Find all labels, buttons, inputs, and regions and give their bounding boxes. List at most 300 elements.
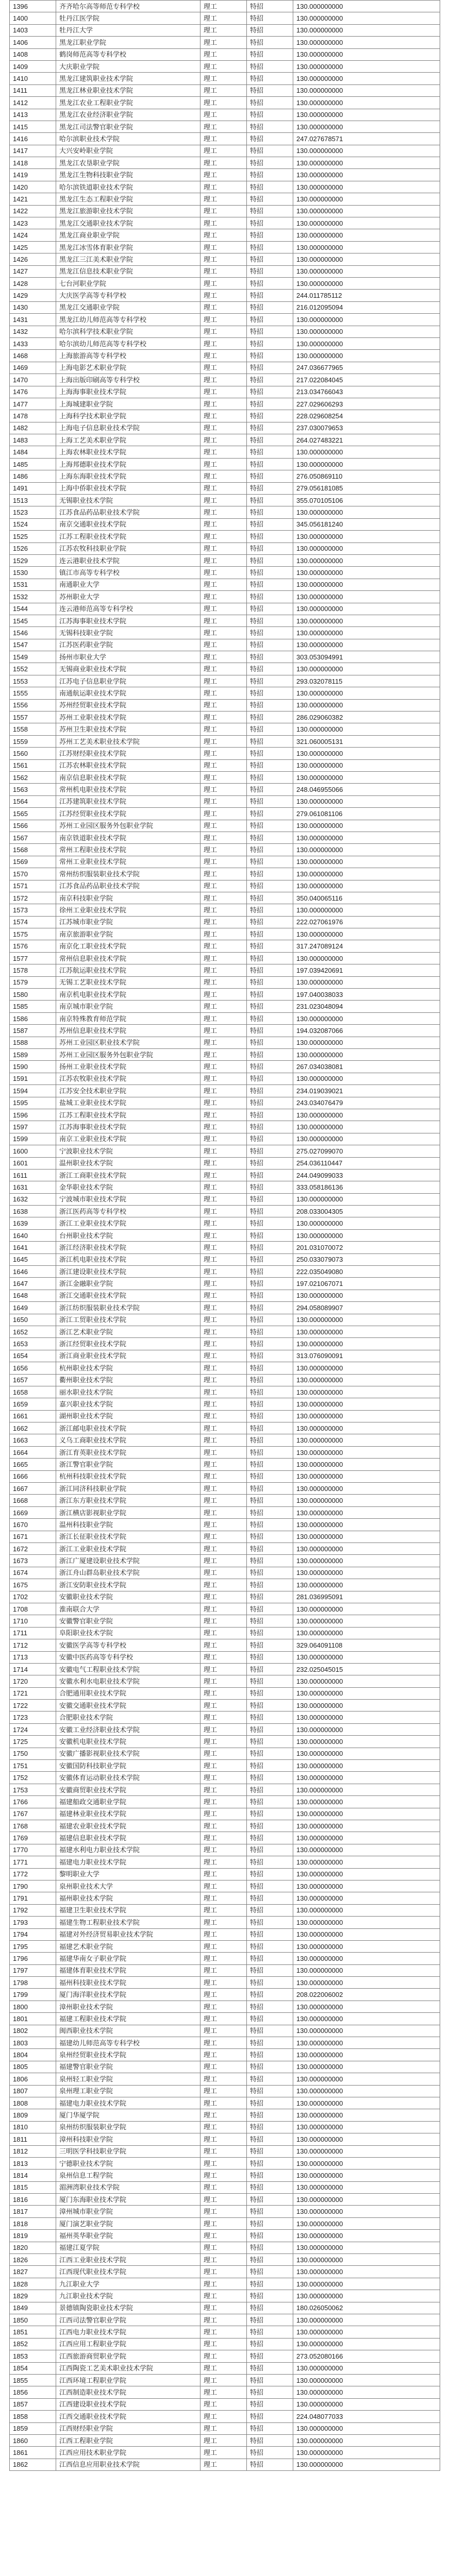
cell-subject: 理工 [201,639,247,651]
cell-school: 黑龙江信息技术职业学院 [56,265,201,277]
cell-subject: 理工 [201,1037,247,1048]
cell-score: 130.000000000 [293,2266,440,2278]
cell-subject: 理工 [201,193,247,205]
table-row [10,615,440,626]
cell-school: 漳州科技职业学院 [56,2133,201,2145]
cell-code: 1568 [10,844,56,856]
cell-subject: 理工 [201,1928,247,1940]
cell-school: 南京工业职业技术学院 [56,1133,201,1145]
table-row [10,121,440,132]
cell-school: 福建农业职业技术学院 [56,1820,201,1832]
cell-score: 130.000000000 [293,97,440,109]
cell-code: 1826 [10,2254,56,2266]
cell-batch: 特招 [247,2049,293,2061]
cell-score: 130.000000000 [293,1229,440,1241]
cell-batch: 特招 [247,1362,293,1374]
cell-score: 294.058089907 [293,1302,440,1314]
cell-batch: 特招 [247,651,293,663]
cell-code: 1416 [10,133,56,145]
score-table-body [10,1,440,2471]
cell-batch: 特招 [247,531,293,543]
cell-batch: 特招 [247,1531,293,1543]
cell-school: 南京机电职业技术学院 [56,989,201,1001]
cell-score: 130.000000000 [293,591,440,603]
table-row [10,639,440,651]
cell-code: 1574 [10,916,56,928]
table-row [10,579,440,590]
table-row [10,1687,440,1699]
cell-score: 237.030079653 [293,422,440,434]
cell-subject: 理工 [201,1012,247,1024]
cell-score: 222.027061976 [293,916,440,928]
cell-school: 三明医学科技职业学院 [56,2145,201,2157]
table-row [10,253,440,265]
cell-school: 淮南联合大学 [56,1603,201,1615]
cell-school: 浙江安防职业技术学院 [56,1579,201,1591]
cell-batch: 特招 [247,48,293,60]
cell-subject: 理工 [201,844,247,856]
cell-code: 1485 [10,458,56,470]
cell-code: 1552 [10,663,56,675]
cell-code: 1769 [10,1832,56,1844]
cell-code: 1647 [10,1278,56,1290]
table-row [10,663,440,675]
cell-batch: 特招 [247,1700,293,1711]
cell-code: 1587 [10,1025,56,1037]
cell-batch: 特招 [247,1386,293,1398]
cell-batch: 特招 [247,1085,293,1097]
cell-subject: 理工 [201,904,247,916]
cell-code: 1771 [10,1856,56,1868]
table-row [10,2386,440,2398]
cell-score: 130.000000000 [293,1434,440,1446]
cell-code: 1811 [10,2133,56,2145]
cell-subject: 理工 [201,892,247,904]
table-row [10,1422,440,1434]
cell-batch: 特招 [247,60,293,72]
cell-code: 1641 [10,1242,56,1253]
cell-code: 1790 [10,1880,56,1892]
cell-batch: 特招 [247,1012,293,1024]
cell-code: 1858 [10,2411,56,2422]
cell-subject: 理工 [201,1459,247,1470]
cell-batch: 特招 [247,844,293,856]
cell-school: 南通职业大学 [56,579,201,590]
cell-batch: 特招 [247,434,293,446]
cell-code: 1804 [10,2049,56,2061]
cell-school: 黑龙江生物科技职业学院 [56,169,201,181]
cell-subject: 理工 [201,1048,247,1060]
cell-code: 1794 [10,1928,56,1940]
cell-score: 130.000000000 [293,1748,440,1759]
cell-school: 浙江横店影视职业学院 [56,1506,201,1518]
table-row [10,2061,440,2073]
cell-subject: 理工 [201,1121,247,1133]
cell-code: 1566 [10,820,56,832]
table-row [10,1459,440,1470]
cell-score: 130.000000000 [293,639,440,651]
cell-code: 1559 [10,735,56,747]
cell-batch: 特招 [247,1784,293,1795]
cell-school: 镇江市高等专科学校 [56,567,201,579]
cell-code: 1796 [10,1953,56,1964]
cell-school: 南通航运职业技术学院 [56,687,201,699]
cell-subject: 理工 [201,2049,247,2061]
cell-score: 197.021067071 [293,1278,440,1290]
cell-code: 1430 [10,301,56,313]
cell-score: 130.000000000 [293,1917,440,1928]
cell-score: 130.000000000 [293,844,440,856]
table-row [10,591,440,603]
table-row [10,772,440,784]
cell-batch: 特招 [247,1579,293,1591]
table-row [10,48,440,60]
cell-batch: 特招 [247,1217,293,1229]
cell-school: 常州工业职业技术学院 [56,856,201,868]
cell-batch: 特招 [247,2434,293,2446]
cell-batch: 特招 [247,157,293,169]
cell-subject: 理工 [201,1350,247,1362]
table-row [10,2362,440,2374]
table-row [10,301,440,313]
cell-subject: 理工 [201,48,247,60]
table-row [10,1700,440,1711]
cell-school: 湖州职业技术学院 [56,1410,201,1422]
cell-code: 1772 [10,1868,56,1880]
cell-subject: 理工 [201,687,247,699]
cell-school: 七台河职业学院 [56,277,201,289]
cell-school: 衢州职业技术学院 [56,1374,201,1386]
cell-school: 安徽职业技术学院 [56,1591,201,1603]
cell-subject: 理工 [201,2290,247,2302]
cell-code: 1483 [10,434,56,446]
table-row [10,808,440,820]
cell-code: 1674 [10,1567,56,1579]
table-row [10,2254,440,2266]
cell-score: 130.000000000 [293,2386,440,2398]
table-row [10,229,440,241]
cell-school: 安徽水利水电职业技术学院 [56,1675,201,1687]
cell-subject: 理工 [201,952,247,964]
cell-code: 1670 [10,1519,56,1531]
cell-subject: 理工 [201,1772,247,1784]
cell-school: 浙江工业职业技术学院 [56,1217,201,1229]
cell-score: 130.000000000 [293,1567,440,1579]
cell-subject: 理工 [201,543,247,554]
cell-subject: 理工 [201,928,247,940]
table-row [10,711,440,723]
cell-subject: 理工 [201,1723,247,1735]
cell-batch: 特招 [247,567,293,579]
table-row [10,1506,440,1518]
cell-code: 1408 [10,48,56,60]
cell-batch: 特招 [247,1868,293,1880]
table-row [10,422,440,434]
cell-batch: 特招 [247,880,293,892]
cell-score: 130.000000000 [293,1844,440,1856]
cell-school: 合肥通用职业技术学院 [56,1687,201,1699]
table-row [10,458,440,470]
table-row [10,2037,440,2049]
cell-code: 1770 [10,1844,56,1856]
cell-batch: 特招 [247,2025,293,2037]
cell-batch: 特招 [247,458,293,470]
table-row [10,940,440,952]
cell-subject: 理工 [201,1326,247,1337]
cell-subject: 理工 [201,1073,247,1084]
cell-batch: 特招 [247,2447,293,2459]
cell-score: 130.000000000 [293,952,440,964]
cell-score: 228.029608254 [293,410,440,422]
cell-batch: 特招 [247,832,293,843]
cell-code: 1640 [10,1229,56,1241]
cell-score: 130.000000000 [293,1904,440,1916]
table-row [10,2326,440,2338]
cell-score: 130.000000000 [293,1495,440,1506]
cell-school: 浙江交通职业技术学院 [56,1290,201,1301]
cell-code: 1638 [10,1206,56,1217]
cell-school: 泉州信息工程学院 [56,2170,201,2181]
cell-batch: 特招 [247,133,293,145]
cell-subject: 理工 [201,2194,247,2206]
cell-school: 浙江经贸职业技术学院 [56,1338,201,1350]
cell-code: 1810 [10,2121,56,2133]
cell-subject: 理工 [201,531,247,543]
cell-school: 黑龙江交通职业学院 [56,301,201,313]
cell-score: 130.000000000 [293,2217,440,2229]
cell-school: 江苏经贸职业技术学院 [56,808,201,820]
cell-batch: 特招 [247,1229,293,1241]
cell-code: 1816 [10,2194,56,2206]
cell-code: 1417 [10,145,56,157]
cell-subject: 理工 [201,169,247,181]
cell-subject: 理工 [201,314,247,326]
cell-score: 130.000000000 [293,1940,440,1952]
cell-score: 130.000000000 [293,277,440,289]
table-row [10,193,440,205]
cell-subject: 理工 [201,964,247,976]
cell-code: 1828 [10,2278,56,2290]
table-row [10,892,440,904]
cell-code: 1631 [10,1181,56,1193]
cell-code: 1857 [10,2398,56,2410]
cell-score: 130.000000000 [293,2170,440,2181]
table-row [10,2422,440,2434]
table-row [10,181,440,193]
cell-batch: 特招 [247,1483,293,1495]
cell-code: 1722 [10,1700,56,1711]
table-row [10,2314,440,2326]
cell-school: 福建电力职业技术学院 [56,2097,201,2109]
cell-score: 130.000000000 [293,205,440,217]
cell-score: 130.000000000 [293,1048,440,1060]
cell-score: 130.000000000 [293,2362,440,2374]
cell-school: 嘉兴职业技术学院 [56,1398,201,1410]
cell-school: 浙江建设职业技术学院 [56,1266,201,1278]
cell-batch: 特招 [247,1844,293,1856]
cell-score: 130.000000000 [293,1808,440,1820]
cell-school: 江西制造职业技术学院 [56,2386,201,2398]
cell-batch: 特招 [247,916,293,928]
cell-score: 224.048077033 [293,2411,440,2422]
cell-school: 浙江金融职业学院 [56,1278,201,1290]
cell-subject: 理工 [201,1953,247,1964]
cell-code: 1591 [10,1073,56,1084]
cell-code: 1546 [10,627,56,639]
cell-subject: 理工 [201,1531,247,1543]
table-row [10,2109,440,2121]
cell-subject: 理工 [201,121,247,132]
cell-code: 1854 [10,2362,56,2374]
table-row [10,2290,440,2302]
cell-code: 1579 [10,976,56,988]
cell-score: 130.000000000 [293,2133,440,2145]
cell-subject: 理工 [201,1904,247,1916]
table-row [10,687,440,699]
cell-school: 上海电子信息职业技术学院 [56,422,201,434]
cell-score: 130.000000000 [293,193,440,205]
cell-score: 130.000000000 [293,627,440,639]
cell-subject: 理工 [201,1892,247,1904]
cell-batch: 特招 [247,277,293,289]
cell-code: 1669 [10,1506,56,1518]
cell-subject: 理工 [201,2422,247,2434]
cell-batch: 特招 [247,12,293,24]
cell-code: 1711 [10,1627,56,1639]
cell-score: 130.000000000 [293,458,440,470]
table-row [10,952,440,964]
cell-subject: 理工 [201,434,247,446]
cell-batch: 特招 [247,1748,293,1759]
cell-code: 1561 [10,759,56,771]
cell-school: 宁波职业技术学院 [56,1145,201,1157]
cell-batch: 特招 [247,422,293,434]
cell-school: 福建体育职业技术学院 [56,1964,201,1976]
cell-batch: 特招 [247,2266,293,2278]
table-row [10,795,440,807]
cell-batch: 特招 [247,386,293,398]
cell-batch: 特招 [247,1314,293,1326]
cell-school: 黑龙江林业职业技术学院 [56,84,201,96]
cell-score: 130.000000000 [293,1723,440,1735]
table-row [10,820,440,832]
cell-subject: 理工 [201,1796,247,1808]
cell-score: 130.000000000 [293,24,440,36]
cell-code: 1570 [10,868,56,880]
cell-subject: 理工 [201,495,247,506]
cell-school: 无锡职业技术学院 [56,495,201,506]
cell-score: 130.000000000 [293,723,440,735]
cell-subject: 理工 [201,37,247,48]
cell-code: 1800 [10,2001,56,2012]
cell-score: 130.000000000 [293,1736,440,1748]
cell-batch: 特招 [247,976,293,988]
cell-code: 1491 [10,482,56,494]
cell-code: 1524 [10,518,56,530]
cell-subject: 理工 [201,1193,247,1205]
cell-code: 1851 [10,2326,56,2338]
cell-batch: 特招 [247,2145,293,2157]
cell-score: 130.000000000 [293,181,440,193]
cell-code: 1653 [10,1338,56,1350]
cell-subject: 理工 [201,1483,247,1495]
cell-score: 130.000000000 [293,603,440,615]
cell-score: 247.027678571 [293,133,440,145]
cell-score: 248.046955066 [293,784,440,795]
cell-code: 1799 [10,1989,56,2001]
cell-code: 1862 [10,2459,56,2470]
cell-score: 208.022006002 [293,1989,440,2001]
cell-score: 130.000000000 [293,2181,440,2193]
table-row [10,1109,440,1121]
cell-score: 130.000000000 [293,1398,440,1410]
cell-batch: 特招 [247,627,293,639]
cell-batch: 特招 [247,603,293,615]
table-row [10,1446,440,1458]
table-row [10,2194,440,2206]
table-row [10,145,440,157]
cell-score: 130.000000000 [293,1711,440,1723]
cell-subject: 理工 [201,1410,247,1422]
cell-batch: 特招 [247,97,293,109]
cell-subject: 理工 [201,1543,247,1555]
cell-code: 1853 [10,2350,56,2362]
cell-score: 130.000000000 [293,1422,440,1434]
cell-batch: 特招 [247,84,293,96]
cell-subject: 理工 [201,410,247,422]
cell-batch: 特招 [247,1808,293,1820]
cell-school: 江西应用工程职业学院 [56,2338,201,2350]
cell-school: 江苏医药职业学院 [56,639,201,651]
cell-school: 温州科技职业学院 [56,1519,201,1531]
cell-code: 1639 [10,1217,56,1229]
table-row [10,265,440,277]
table-row [10,205,440,217]
cell-score: 355.070105106 [293,495,440,506]
cell-batch: 特招 [247,109,293,121]
cell-school: 南京铁道职业技术学院 [56,832,201,843]
cell-score: 286.029060382 [293,711,440,723]
cell-score: 130.000000000 [293,1603,440,1615]
cell-subject: 理工 [201,2278,247,2290]
cell-school: 江西交通职业技术学院 [56,2411,201,2422]
cell-batch: 特招 [247,2362,293,2374]
cell-batch: 特招 [247,398,293,410]
table-row [10,2266,440,2278]
cell-batch: 特招 [247,374,293,386]
cell-batch: 特招 [247,301,293,313]
cell-subject: 理工 [201,2374,247,2386]
cell-subject: 理工 [201,795,247,807]
cell-code: 1645 [10,1253,56,1265]
table-row [10,1061,440,1073]
cell-school: 福建卫生职业技术学院 [56,1904,201,1916]
table-row [10,1567,440,1579]
table-row [10,2374,440,2386]
table-row [10,37,440,48]
cell-subject: 理工 [201,1242,247,1253]
cell-batch: 特招 [247,2350,293,2362]
cell-score: 130.000000000 [293,2314,440,2326]
cell-subject: 理工 [201,84,247,96]
cell-subject: 理工 [201,2302,247,2314]
cell-score: 130.000000000 [293,1374,440,1386]
cell-batch: 特招 [247,2302,293,2314]
table-row [10,1675,440,1687]
cell-code: 1812 [10,2145,56,2157]
cell-score: 130.000000000 [293,795,440,807]
cell-subject: 理工 [201,1784,247,1795]
